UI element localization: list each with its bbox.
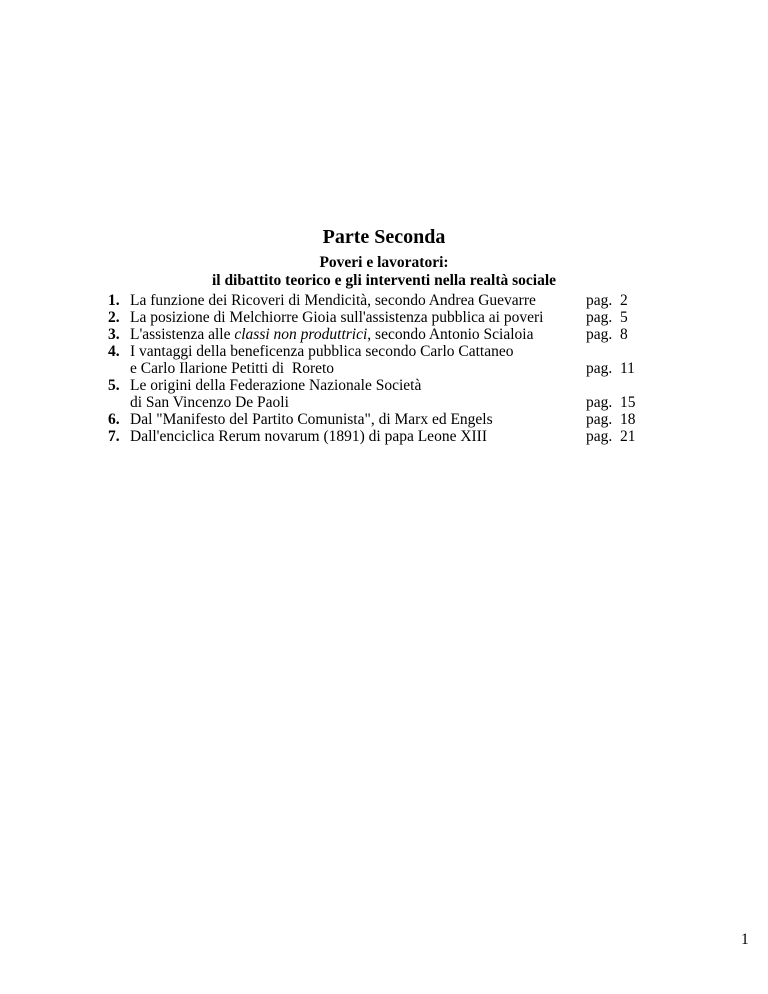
toc-page: pag. 5 xyxy=(586,309,628,326)
toc-number: 7. xyxy=(108,428,120,445)
toc-entry xyxy=(108,326,628,343)
toc-text xyxy=(130,326,533,343)
subtitle-line-1: Poveri e lavoratori: xyxy=(319,254,449,271)
toc-page: pag. 2 xyxy=(586,292,628,309)
toc-entry xyxy=(108,377,628,394)
toc-number: 5. xyxy=(108,377,120,394)
toc-entry xyxy=(108,394,636,411)
toc-text-italic: classi non produttrici xyxy=(234,326,368,343)
subtitle-line-2: il dibattito teorico e gli interventi nella realtà sociale xyxy=(211,272,557,289)
toc-text: Le origini della Federazione Nazionale Società xyxy=(130,377,422,394)
toc-number: 2. xyxy=(108,309,120,326)
table-of-contents xyxy=(108,292,636,445)
toc-entry xyxy=(108,360,635,377)
toc-text-part: , secondo Antonio Scialoia xyxy=(367,326,534,343)
toc-text: La posizione di Melchiorre Gioia sull'assistenza pubblica ai poveri xyxy=(130,309,544,326)
toc-number: 1. xyxy=(108,292,120,309)
toc-page: pag. 18 xyxy=(586,411,636,428)
toc-text: di San Vincenzo De Paoli xyxy=(130,394,289,411)
toc-text: Dal "Manifesto del Partito Comunista", di Marx ed Engels xyxy=(130,411,493,428)
toc-page: pag. 8 xyxy=(586,326,628,343)
toc-text-part: L'assistenza alle xyxy=(130,326,235,343)
toc-entry xyxy=(108,343,628,360)
toc-text: e Carlo Ilarione Petitti di Roreto xyxy=(130,360,335,377)
toc-number: 6. xyxy=(108,411,120,428)
toc-page: pag. 11 xyxy=(586,360,635,377)
toc-number: 4. xyxy=(108,343,120,360)
page-number: 1 xyxy=(741,931,749,948)
toc-text: Dall'enciclica Rerum novarum (1891) di papa Leone XIII xyxy=(130,428,487,445)
toc-text: La funzione dei Ricoveri di Mendicità, secondo Andrea Guevarre xyxy=(130,292,536,309)
toc-text: I vantaggi della beneficenza pubblica secondo Carlo Cattaneo xyxy=(130,343,514,360)
toc-entry xyxy=(108,428,636,445)
toc-number: 3. xyxy=(108,326,120,343)
toc-entry xyxy=(108,292,628,309)
toc-entry xyxy=(108,309,628,326)
toc-page: pag. 21 xyxy=(586,428,636,445)
toc-entry xyxy=(108,411,636,428)
toc-page: pag. 15 xyxy=(586,394,636,411)
page-title: Parte Seconda xyxy=(322,226,446,248)
